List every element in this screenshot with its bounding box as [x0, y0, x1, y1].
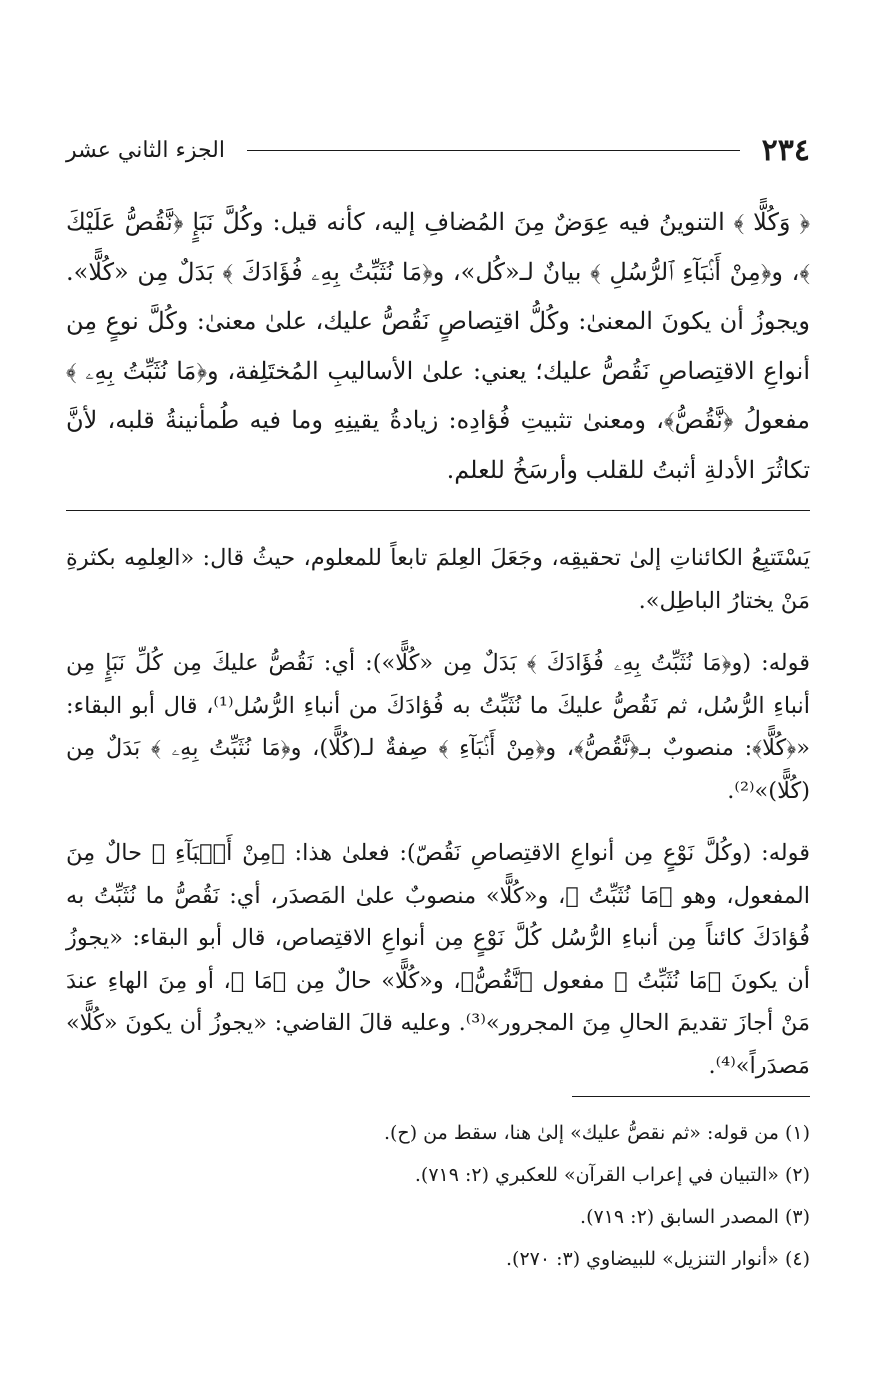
- commentary-paragraph: قوله: (و﴿مَا نُثَبِّتُ بِهِۦ فُؤَادَكَ ﴾ بَدَلٌ مِن «كُلًّا»): أي: نَقُصُّ عليكَ مِن كُلِّ نَبَإٍ مِن أنباءِ الرُّسُل، ثم نَقُصُّ عليكَ ما نُثَبِّتُ به فُؤادَكَ من أنباءِ الرُّسُل⁽¹⁾، قال أبو البقاء: «﴿كُلًّا﴾: منصوبٌ بـ﴿نَّقُصُّ﴾، و﴿مِنْ أَنۢبَآءِ ﴾ صِفةٌ لـ(كُلًّا)، و﴿مَا نُثَبِّتُ بِهِۦ ﴾ بَدَلٌ مِن (كُلًّا)»⁽²⁾.: [66, 650, 810, 804]
- page-header: [66, 130, 810, 170]
- footnote: (٣) المصدر السابق (٢: ٧١٩).: [580, 1206, 810, 1228]
- footnote: (١) من قوله: «ثم نقصُّ عليك» إلىٰ هنا، سقط من (ح).: [383, 1122, 810, 1144]
- footnote-rule: [572, 1096, 810, 1097]
- header-rule: [247, 150, 740, 151]
- commentary-paragraph: قوله: (وكُلَّ نَوْعٍ مِن أنواعِ الاقتِصاصِ نَقُصّ): فعلىٰ هذا: ﴿مِنْ أَنۢبَآءِ ﴾ حالٌ مِنَ المفعول، وهو ﴿مَا نُثَبِّتُ ﴾، و«كُلًّا» منصوبٌ علىٰ المَصدَر، أي: نَقُصُّ ما نُثَبِّتُ به فُؤادَكَ كائناً مِن أنباءِ الرُّسُل كُلَّ نَوْعٍ مِن أنواعِ الاقتِصاص، قال أبو البقاء: «يجوزُ أن يكونَ ﴿مَا نُثَبِّتُ ﴾ مفعول ﴿نَّقُصُّ﴾، و«كُلًّا» حالٌ مِن ﴿مَا ﴾، أو مِنَ الهاءِ عندَ مَنْ أجازَ تقديمَ الحالِ مِنَ المجرور»⁽³⁾. وعليه قالَ القاضي: «يجوزُ أن يكونَ «كُلًّا» مَصدَراً»⁽⁴⁾.: [66, 840, 810, 1079]
- section-divider: [66, 510, 810, 511]
- footnote: (٤) «أنوار التنزيل» للبيضاوي (٣: ٢٧٠).: [505, 1248, 810, 1270]
- footnote: (٢) «التبيان في إعراب القرآن» للعكبري (٢: ٧١٩).: [414, 1164, 810, 1186]
- footnotes: [66, 1112, 810, 1280]
- running-title: الجزء الثاني عشر: [66, 137, 225, 163]
- commentary-paragraph: يَسْتَتبِعُ الكائناتِ إلىٰ تحقيقِه، وجَعَلَ العِلمَ تابعاً للمعلوم، حيثُ قال: «العِلمِه بكثرةِ مَنْ يختارُ الباطِل».: [66, 545, 810, 614]
- commentary: [66, 537, 810, 1107]
- page-number: ٢٣٤: [761, 132, 810, 168]
- main-text: ﴿ وَكُلًّا ﴾ التنوينُ فيه عِوَضٌ مِنَ المُضافِ إليه، كأنه قيل: وكُلَّ نَبَإٍ ﴿نَّقُصُّ عَلَيْكَ ﴾، و﴿مِنْ أَنۢبَآءِ ٱلرُّسُلِ ﴾ بيانٌ لـ«كُل»، و﴿مَا نُثَبِّتُ بِهِۦ فُؤَادَكَ ﴾ بَدَلٌ مِن «كُلًّا». ويجوزُ أن يكونَ المعنىٰ: وكُلُّ اقتِصاصٍ نَقُصُّ عليك، علىٰ معنىٰ: وكُلَّ نوعٍ مِن أنواعِ الاقتِصاصِ نَقُصُّ عليك؛ يعني: علىٰ الأساليبِ المُختَلِفة، و﴿مَا نُثَبِّتُ بِهِۦ ﴾ مفعولُ ﴿نَّقُصُّ﴾، ومعنىٰ تثبيتِ فُؤادِه: زيادةُ يقينِهِ وما فيه طُمأنينةُ قلبه، لأنَّ تكاثُرَ الأدلةِ أثبتُ للقلب وأرسَخُ للعلم.: [66, 208, 810, 484]
